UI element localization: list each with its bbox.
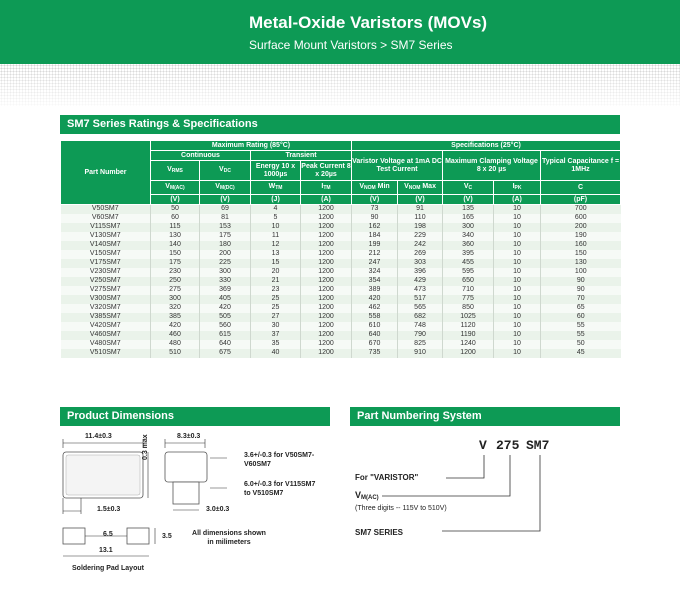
table-cell: 670 <box>352 340 398 349</box>
table-cell: 27 <box>251 313 301 322</box>
part-number-cell: V460SM7 <box>61 331 151 340</box>
table-cell: 150 <box>151 250 200 259</box>
three-digits-label: (Three digits -- 115V to 510V) <box>355 505 447 512</box>
table-cell: 517 <box>398 295 443 304</box>
table-cell: 269 <box>398 250 443 259</box>
table-cell: 330 <box>200 277 251 286</box>
table-cell: 10 <box>494 304 541 313</box>
table-cell: 10 <box>494 286 541 295</box>
part-number-cell: V275SM7 <box>61 286 151 295</box>
table-cell: 1200 <box>301 349 352 358</box>
table-cell: 25 <box>251 295 301 304</box>
table-row <box>61 295 621 304</box>
table-cell: 190 <box>541 232 621 241</box>
table-cell: 610 <box>352 322 398 331</box>
part-number-cell: V60SM7 <box>61 214 151 223</box>
code-voltage: 275 <box>496 438 520 453</box>
table-cell: 10 <box>494 223 541 232</box>
col-vdc: $V_{DC}$ <box>200 161 251 181</box>
table-cell: 480 <box>151 340 200 349</box>
table-cell: 184 <box>352 232 398 241</box>
table-cell: 320 <box>151 304 200 313</box>
table-cell: 90 <box>541 277 621 286</box>
col-part-number: Part Number <box>61 141 151 205</box>
table-cell: 90 <box>541 286 621 295</box>
table-cell: 69 <box>200 205 251 214</box>
table-cell: 396 <box>398 268 443 277</box>
part-number-cell: V300SM7 <box>61 295 151 304</box>
part-number-connectors <box>350 440 610 540</box>
table-cell: 25 <box>251 304 301 313</box>
table-cell: 140 <box>151 241 200 250</box>
table-cell: 429 <box>398 277 443 286</box>
table-cell: 162 <box>352 223 398 232</box>
table-cell: 229 <box>398 232 443 241</box>
table-cell: 1200 <box>301 250 352 259</box>
table-cell: 10 <box>494 340 541 349</box>
sym-vnom-max: $V_{NOM}$ Max <box>398 181 443 195</box>
table-cell: 650 <box>443 277 494 286</box>
dim-width: 8.3±0.3 <box>177 433 201 440</box>
table-cell: 35 <box>251 340 301 349</box>
sym-itm: $I_{TM}$ <box>301 181 352 195</box>
part-number-cell: V420SM7 <box>61 322 151 331</box>
table-cell: 175 <box>200 232 251 241</box>
table-cell: 70 <box>541 295 621 304</box>
table-cell: 460 <box>151 331 200 340</box>
dim-lead: 1.5±0.3 <box>97 506 121 513</box>
table-cell: 1200 <box>301 340 352 349</box>
pad-width: 6.5 <box>103 531 113 538</box>
table-cell: 369 <box>200 286 251 295</box>
table-cell: 395 <box>443 250 494 259</box>
table-cell: 12 <box>251 241 301 250</box>
pad-caption: Soldering Pad Layout <box>72 565 144 572</box>
col-max-clamp: Maximum Clamping Voltage 8 x 20 µs <box>443 151 541 181</box>
table-cell: 10 <box>494 250 541 259</box>
table-cell: 10 <box>494 205 541 214</box>
table-cell: 4 <box>251 205 301 214</box>
table-cell: 225 <box>200 259 251 268</box>
table-cell: 560 <box>200 322 251 331</box>
unit-cell: (pF) <box>541 195 621 205</box>
sym-wtm: $W_{TM}$ <box>251 181 301 195</box>
table-cell: 50 <box>151 205 200 214</box>
unit-cell: (V) <box>398 195 443 205</box>
sym-ipk: $I_{PK}$ <box>494 181 541 195</box>
unit-cell: (V) <box>352 195 398 205</box>
unit-cell: (V) <box>151 195 200 205</box>
table-cell: 11 <box>251 232 301 241</box>
series-label: SM7 SERIES <box>355 528 404 537</box>
table-cell: 60 <box>541 313 621 322</box>
unit-cell: (J) <box>251 195 301 205</box>
table-cell: 21 <box>251 277 301 286</box>
table-cell: 1200 <box>301 277 352 286</box>
table-row <box>61 304 621 313</box>
table-cell: 65 <box>541 304 621 313</box>
table-cell: 55 <box>541 331 621 340</box>
table-cell: 1240 <box>443 340 494 349</box>
for-varistor-label: For "VARISTOR" <box>355 473 419 482</box>
dim-note: All dimensions shown in milimeters <box>192 530 266 546</box>
table-cell: 247 <box>352 259 398 268</box>
table-cell: 200 <box>541 223 621 232</box>
table-cell: 10 <box>494 349 541 358</box>
part-number-cell: V150SM7 <box>61 250 151 259</box>
dim-term-a: 3.6+/-0.3 for V50SM7-V60SM7 <box>244 452 315 468</box>
table-cell: 10 <box>494 322 541 331</box>
table-cell: 10 <box>251 223 301 232</box>
part-number-cell: V480SM7 <box>61 340 151 349</box>
table-cell: 775 <box>443 295 494 304</box>
table-cell: 473 <box>398 286 443 295</box>
table-cell: 10 <box>494 232 541 241</box>
table-cell: 10 <box>494 214 541 223</box>
sym-vmac: $V_{M(AC)}$ <box>151 181 200 195</box>
table-cell: 23 <box>251 286 301 295</box>
table-cell: 10 <box>494 259 541 268</box>
table-cell: 20 <box>251 268 301 277</box>
part-number-cell: V250SM7 <box>61 277 151 286</box>
unit-cell: (A) <box>301 195 352 205</box>
table-cell: 275 <box>151 286 200 295</box>
part-number-cell: V140SM7 <box>61 241 151 250</box>
table-cell: 13 <box>251 250 301 259</box>
table-row <box>61 313 621 322</box>
table-cell: 850 <box>443 304 494 313</box>
table-row <box>61 268 621 277</box>
table-cell: 455 <box>443 259 494 268</box>
table-cell: 558 <box>352 313 398 322</box>
table-cell: 90 <box>352 214 398 223</box>
table-cell: 110 <box>398 214 443 223</box>
table-row <box>61 250 621 259</box>
table-cell: 212 <box>352 250 398 259</box>
table-cell: 1200 <box>301 205 352 214</box>
table-cell: 615 <box>200 331 251 340</box>
sub-continuous: Continuous <box>151 151 251 161</box>
part-number-cell: V510SM7 <box>61 349 151 358</box>
sub-transient: Transient <box>251 151 352 161</box>
table-cell: 910 <box>398 349 443 358</box>
table-cell: 300 <box>200 268 251 277</box>
table-cell: 10 <box>494 295 541 304</box>
table-cell: 230 <box>151 268 200 277</box>
table-cell: 1200 <box>301 322 352 331</box>
table-cell: 1200 <box>301 241 352 250</box>
table-cell: 250 <box>151 277 200 286</box>
table-cell: 81 <box>200 214 251 223</box>
part-number-cell: V50SM7 <box>61 205 151 214</box>
table-cell: 10 <box>494 277 541 286</box>
table-row <box>61 214 621 223</box>
table-cell: 1120 <box>443 322 494 331</box>
table-row <box>61 331 621 340</box>
table-cell: 10 <box>494 331 541 340</box>
table-cell: 420 <box>352 295 398 304</box>
table-cell: 199 <box>352 241 398 250</box>
page-title: Metal-Oxide Varistors (MOVs) <box>249 13 488 32</box>
table-cell: 180 <box>200 241 251 250</box>
table-cell: 1200 <box>301 268 352 277</box>
sym-vmdc: $V_{M(DC)}$ <box>200 181 251 195</box>
table-row <box>61 322 621 331</box>
part-number-cell: V115SM7 <box>61 223 151 232</box>
table-cell: 45 <box>541 349 621 358</box>
col-vrms: $V_{RMS}$ <box>151 161 200 181</box>
table-cell: 10 <box>494 241 541 250</box>
code-series: SM7 <box>526 438 550 453</box>
ratings-section-title: SM7 Series Ratings & Specifications <box>60 115 620 134</box>
table-cell: 303 <box>398 259 443 268</box>
sym-vnom-min: $V_{NOM}$ Min <box>352 181 398 195</box>
table-cell: 1200 <box>301 214 352 223</box>
table-cell: 640 <box>200 340 251 349</box>
table-cell: 10 <box>494 313 541 322</box>
table-cell: 1200 <box>443 349 494 358</box>
table-cell: 135 <box>443 205 494 214</box>
dimensions-section-title: Product Dimensions <box>60 407 330 426</box>
table-cell: 790 <box>398 331 443 340</box>
pad-height: 3.5 <box>162 533 172 540</box>
table-cell: 1200 <box>301 286 352 295</box>
table-cell: 825 <box>398 340 443 349</box>
col-varistor-voltage: Varistor Voltage at 1mA DC Test Current <box>352 151 443 181</box>
table-cell: 340 <box>443 232 494 241</box>
table-cell: 40 <box>251 349 301 358</box>
page-subtitle: Surface Mount Varistors > SM7 Series <box>249 38 453 52</box>
header-banner <box>0 0 680 64</box>
col-peak-current: Peak Current 8 x 20µs <box>301 161 352 181</box>
table-cell: 405 <box>200 295 251 304</box>
table-cell: 91 <box>398 205 443 214</box>
table-row <box>61 277 621 286</box>
table-cell: 565 <box>398 304 443 313</box>
table-cell: 675 <box>200 349 251 358</box>
table-cell: 300 <box>151 295 200 304</box>
table-cell: 1200 <box>301 232 352 241</box>
table-cell: 165 <box>443 214 494 223</box>
table-row <box>61 205 621 214</box>
table-cell: 5 <box>251 214 301 223</box>
table-cell: 150 <box>541 250 621 259</box>
table-cell: 510 <box>151 349 200 358</box>
table-cell: 242 <box>398 241 443 250</box>
table-cell: 50 <box>541 340 621 349</box>
table-cell: 324 <box>352 268 398 277</box>
table-row <box>61 232 621 241</box>
table-cell: 200 <box>200 250 251 259</box>
table-cell: 115 <box>151 223 200 232</box>
part-number-cell: V385SM7 <box>61 313 151 322</box>
table-row <box>61 241 621 250</box>
table-cell: 60 <box>151 214 200 223</box>
part-number-cell: V320SM7 <box>61 304 151 313</box>
sym-c: C <box>541 181 621 195</box>
table-cell: 55 <box>541 322 621 331</box>
dim-height: 0.3 max <box>142 434 149 460</box>
table-cell: 300 <box>443 223 494 232</box>
dotted-band <box>0 64 680 106</box>
table-cell: 360 <box>443 241 494 250</box>
table-cell: 420 <box>151 322 200 331</box>
part-number-cell: V130SM7 <box>61 232 151 241</box>
table-cell: 600 <box>541 214 621 223</box>
col-energy: Energy 10 x 1000µs <box>251 161 301 181</box>
dim-length: 11.4±0.3 <box>85 433 112 440</box>
table-cell: 1200 <box>301 223 352 232</box>
table-cell: 30 <box>251 322 301 331</box>
table-row <box>61 340 621 349</box>
table-cell: 1200 <box>301 331 352 340</box>
unit-cell: (V) <box>443 195 494 205</box>
table-cell: 682 <box>398 313 443 322</box>
table-cell: 160 <box>541 241 621 250</box>
table-cell: 37 <box>251 331 301 340</box>
sym-vc: $V_C$ <box>443 181 494 195</box>
table-cell: 462 <box>352 304 398 313</box>
table-cell: 10 <box>494 268 541 277</box>
part-numbering-title: Part Numbering System <box>350 407 620 426</box>
table-cell: 710 <box>443 286 494 295</box>
ratings-table <box>60 140 621 358</box>
table-cell: 130 <box>541 259 621 268</box>
part-number-cell: V230SM7 <box>61 268 151 277</box>
dim-term-b: 6.0+/-0.3 for V115SM7 to V510SM7 <box>244 481 316 497</box>
code-v: V <box>479 438 487 453</box>
table-row <box>61 259 621 268</box>
group-specifications: Specifications (25°C) <box>352 141 621 151</box>
table-cell: 15 <box>251 259 301 268</box>
table-cell: 130 <box>151 232 200 241</box>
table-cell: 595 <box>443 268 494 277</box>
pad-total: 13.1 <box>99 547 113 554</box>
table-cell: 748 <box>398 322 443 331</box>
table-cell: 385 <box>151 313 200 322</box>
table-cell: 153 <box>200 223 251 232</box>
table-cell: 1190 <box>443 331 494 340</box>
table-cell: 1025 <box>443 313 494 322</box>
table-cell: 198 <box>398 223 443 232</box>
table-cell: 735 <box>352 349 398 358</box>
group-max-rating: Maximum Rating (85°C) <box>151 141 352 151</box>
table-row <box>61 349 621 358</box>
table-row <box>61 286 621 295</box>
table-cell: 354 <box>352 277 398 286</box>
table-cell: 389 <box>352 286 398 295</box>
table-row <box>61 223 621 232</box>
unit-cell: (A) <box>494 195 541 205</box>
table-cell: 1200 <box>301 295 352 304</box>
dim-lead2: 3.0±0.3 <box>206 506 230 513</box>
part-number-cell: V175SM7 <box>61 259 151 268</box>
table-cell: 640 <box>352 331 398 340</box>
table-cell: 420 <box>200 304 251 313</box>
unit-cell: (V) <box>200 195 251 205</box>
table-cell: 175 <box>151 259 200 268</box>
vm-label: $V_{M(AC)}$ <box>355 490 379 501</box>
col-capacitance: Typical Capacitance f = 1MHz <box>541 151 621 181</box>
table-cell: 1200 <box>301 259 352 268</box>
table-cell: 73 <box>352 205 398 214</box>
table-cell: 505 <box>200 313 251 322</box>
table-cell: 1200 <box>301 304 352 313</box>
table-cell: 1200 <box>301 313 352 322</box>
table-cell: 100 <box>541 268 621 277</box>
table-cell: 700 <box>541 205 621 214</box>
